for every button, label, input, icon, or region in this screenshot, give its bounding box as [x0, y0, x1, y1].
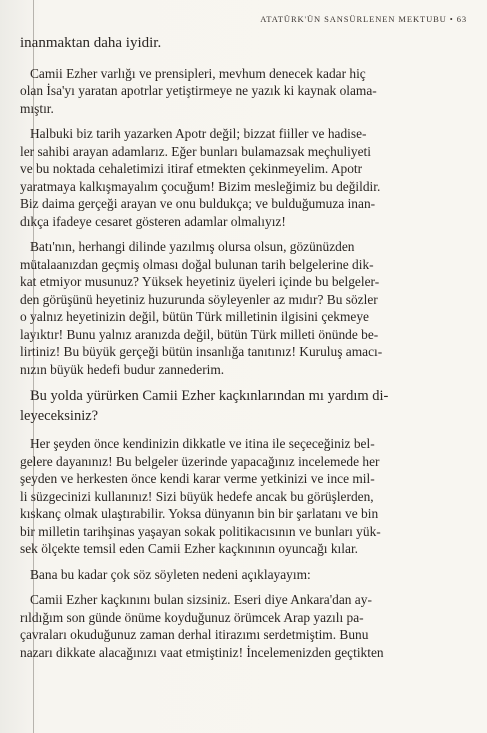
text-line: rıldığım son günde önüme koyduğunuz örümcek Arap yazılı pa-: [20, 609, 364, 625]
text-line: çavraları okuduğunuz zaman derhal itirazımı serdetmiştim. Bunu: [20, 627, 369, 642]
text-line: gelere dayanınız! Bu belgeler üzerinde yapacağınız incelemede her: [20, 453, 380, 469]
text-line: inanmaktan daha iyidir.: [20, 35, 162, 51]
text-line: lirtiniz! Bu büyük gerçeği bütün insanlığa tanıtınız! Kuruluş amacı-: [20, 344, 383, 359]
paragraph: [20, 65, 474, 118]
text-line: Biz daima gerçeği arayan ve onu buldukça; ve bulduğumuza inan-: [20, 196, 376, 211]
running-header: [260, 14, 467, 24]
paragraph: [20, 591, 474, 661]
text-line: bir milletin tarihşinas yaşayan sokak politikacısının ve bunları yük-: [20, 523, 381, 539]
paragraph: [20, 238, 474, 378]
text-line: olan İsa'yı yaratan apotrlar yetiştirmeye ne yazık ki kaynak olama-: [20, 83, 377, 98]
text-line: dıkça ifadeye cesaret gösteren adamlar olmalıyız!: [20, 213, 286, 229]
text-line: nızın büyük hedefi budur zannederim.: [20, 361, 225, 377]
text-line: Halbuki biz tarih yazarken Apotr değil; bizzat fiiller ve hadise-: [30, 126, 367, 141]
running-title: ATATÜRK'ÜN SANSÜRLENEN MEKTUBU: [260, 14, 447, 24]
paragraph: [20, 386, 474, 426]
text-line: yaratmaya kalkışmayalım çocuğum! Bizim mesleğimiz bu değildir.: [20, 178, 381, 194]
text-line: Bana bu kadar çok söz söyleten nedeni açıklayayım:: [30, 566, 311, 582]
header-separator: •: [449, 14, 454, 24]
text-line: nazarı dikkate alacağınızı vaat etmiştiniz! İncelemenizden geçtikten: [20, 644, 384, 660]
text-line: Camii Ezher varlığı ve prensipleri, mevhum denecek kadar hiç: [30, 65, 366, 81]
text-line: Camii Ezher kaçkınını bulan sizsiniz. Eseri diye Ankara'dan ay-: [30, 592, 372, 607]
text-line: mıştır.: [20, 100, 54, 116]
text-line: layıktır! Bunu yalnız aranızda değil, bütün Türk milleti önünde be-: [20, 326, 379, 342]
text-line: sek ölçekte temsil eden Camii Ezher kaçkınının oyuncağı kılar.: [20, 541, 359, 556]
paragraph: [20, 125, 474, 230]
paragraph: [20, 566, 474, 584]
text-line: Her şeyden önce kendinizin dikkatle ve itina ile seçeceğiniz bel-: [30, 436, 375, 451]
text-line: kat etmiyor musunuz? Yüksek heyetiniz üyeleri içinde bu belgeler-: [20, 274, 380, 289]
text-line: den görüşünü heyetiniz huzurunda söyleyenler az mıdır? Bu sözler: [20, 291, 378, 307]
body-text: [20, 35, 474, 669]
paragraph: [20, 35, 474, 53]
text-line: Batı'nın, herhangi dilinde yazılmış olursa olsun, gözünüzden: [30, 239, 355, 254]
text-line: li süzgecinizi kullanınız! Sizi büyük hedefe ancak bu görüşlerden,: [20, 488, 374, 504]
text-line: şeyden ve herkesten önce kendi karar verme yetkinizi ve ince mil-: [20, 471, 375, 486]
text-line: o yalnız heyetinizin değil, bütün Türk milletinin ilgisini çekmeye: [20, 309, 369, 324]
paragraph: [20, 435, 474, 558]
text-line: ve bu noktada cehaletimizi itiraf etmekten çekinmeyelim. Apotr: [20, 161, 363, 176]
text-line: kıskanç olmak ulaştırabilir. Yoksa dünyanın bin bir şarlatanı ve bin: [20, 506, 379, 521]
page-number: 63: [456, 14, 467, 24]
text-line: Bu yolda yürürken Camii Ezher kaçkınlarından mı yardım di-: [30, 388, 389, 404]
text-line: leyeceksiniz?: [20, 408, 99, 424]
text-line: mütalaanızdan geçmiş olması doğal bulunan tarih belgelerine dik-: [20, 256, 374, 272]
text-line: ler sahibi arayan adamlarız. Eğer bunları bulamazsak meçhuliyeti: [20, 143, 371, 159]
